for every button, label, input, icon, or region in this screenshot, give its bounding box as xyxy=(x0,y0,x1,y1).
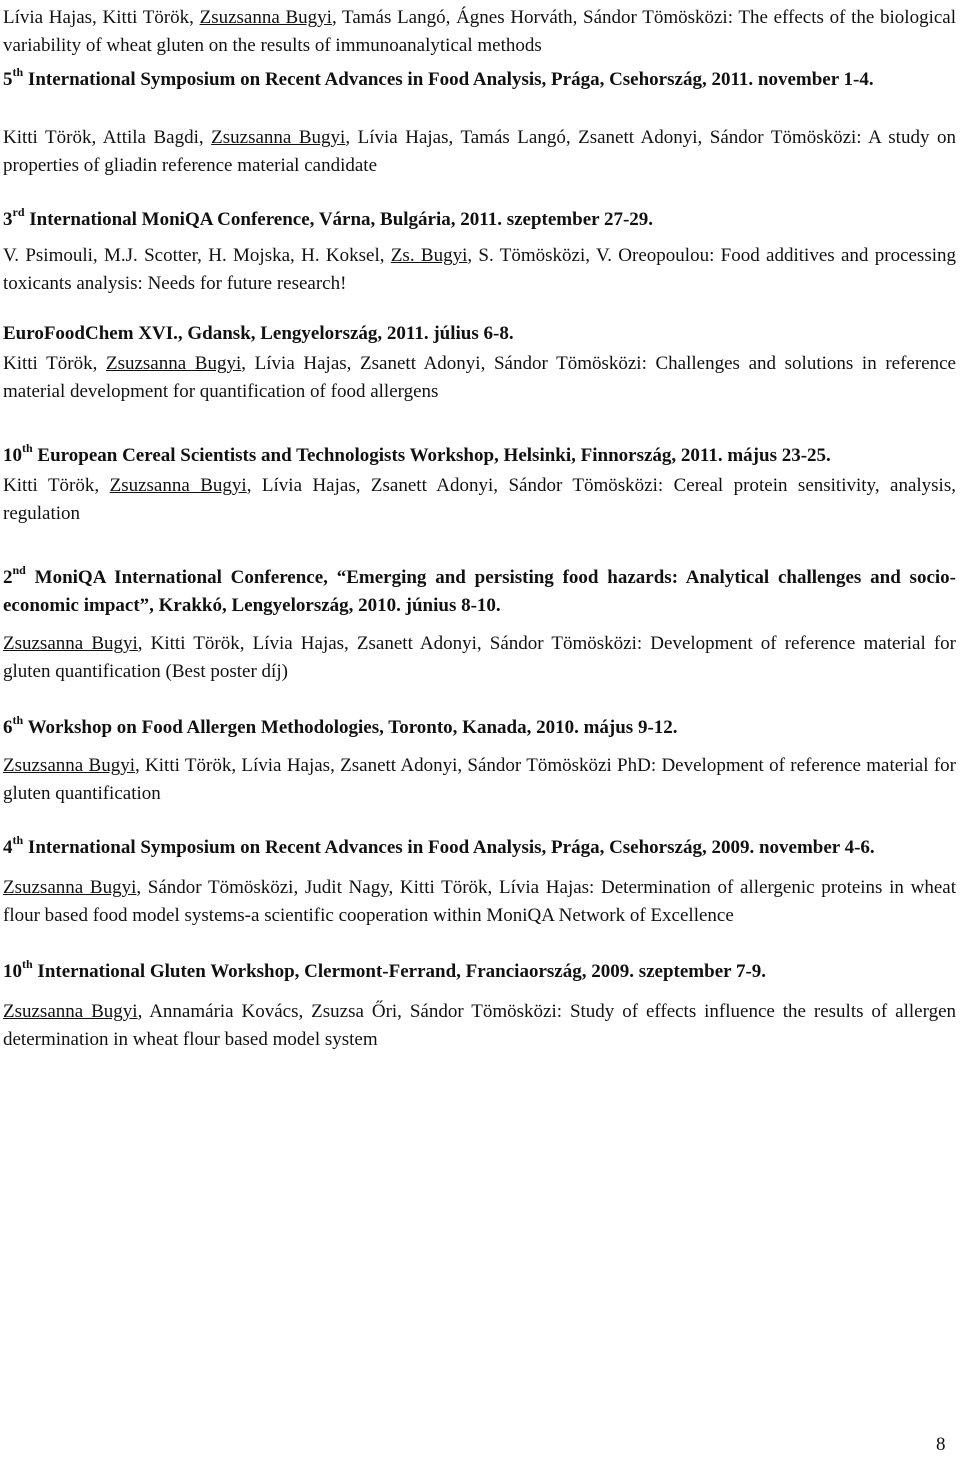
page-number: 8 xyxy=(936,1434,946,1455)
reference-4: Kitti Török, Zsuzsanna Bugyi, Lívia Hajas, Zsanett Adonyi, Sándor Tömösközi: Challenges and solutions in reference material development for quantification of food allergens xyxy=(3,353,956,402)
highlighted-author: Zsuzsanna Bugyi xyxy=(3,1001,138,1022)
reference-9: Zsuzsanna Bugyi, Annamária Kovács, Zsuzsa Őri, Sándor Tömösközi: Study of effects influence the results of allergen determination in wheat flour based model system xyxy=(3,1001,956,1050)
highlighted-author: Zs. Bugyi xyxy=(390,245,468,266)
venue-6: 6th Workshop on Food Allergen Methodologies, Toronto, Kanada, 2010. május 9-12. xyxy=(3,712,678,738)
highlighted-author: Zsuzsanna Bugyi xyxy=(3,755,135,776)
venue-7: 4th International Symposium on Recent Advances in Food Analysis, Prága, Csehország, 2009. november 4-6. xyxy=(3,832,875,858)
venue-8: 10th International Gluten Workshop, Clermont-Ferrand, Franciaország, 2009. szeptember 7-9. xyxy=(3,956,767,982)
reference-7: Zsuzsanna Bugyi, Kitti Török, Lívia Hajas, Zsanett Adonyi, Sándor Tömösközi PhD: Development of reference material for gluten quantification xyxy=(3,755,956,804)
highlighted-author: Zsuzsanna Bugyi xyxy=(199,7,332,28)
highlighted-author: Zsuzsanna Bugyi xyxy=(211,127,346,148)
highlighted-author: Zsuzsanna Bugyi xyxy=(109,475,247,496)
venue-1: 5th International Symposium on Recent Advances in Food Analysis, Prága, Csehország, 2011. november 1-4. xyxy=(3,64,874,90)
reference-6: Zsuzsanna Bugyi, Kitti Török, Lívia Hajas, Zsanett Adonyi, Sándor Tömösközi: Development of reference material for gluten quantification (Best poster díj) xyxy=(3,633,957,682)
venue-3: EuroFoodChem XVI., Gdansk, Lengyelország, 2011. július 6-8. xyxy=(3,323,514,344)
highlighted-author: Zsuzsanna Bugyi xyxy=(3,877,137,898)
reference-8: Zsuzsanna Bugyi, Sándor Tömösközi, Judit Nagy, Kitti Török, Lívia Hajas: Determination of allergenic proteins in wheat flour based food model systems-a scientific cooperation within MoniQA Network of Excellence xyxy=(3,877,956,926)
reference-2: Kitti Török, Attila Bagdi, Zsuzsanna Bugyi, Lívia Hajas, Tamás Langó, Zsanett Adonyi, Sándor Tömösközi: A study on properties of gliadin reference material candidate xyxy=(3,127,956,176)
venue-5: 2nd MoniQA International Conference, “Emerging and persisting food hazards: Analytical challenges and socio-economic impact”, Krakkó, Lengyelország, 2010. június 8-10. xyxy=(3,562,956,616)
venue-4: 10th European Cereal Scientists and Technologists Workshop, Helsinki, Finnország, 2011. május 23-25. xyxy=(3,440,831,466)
highlighted-author: Zsuzsanna Bugyi xyxy=(105,353,242,374)
reference-5: Kitti Török, Zsuzsanna Bugyi, Lívia Hajas, Zsanett Adonyi, Sándor Tömösközi: Cereal protein sensitivity, analysis, regulation xyxy=(3,475,956,524)
venue-2: 3rd International MoniQA Conference, Várna, Bulgária, 2011. szeptember 27-29. xyxy=(3,204,654,230)
reference-1: Lívia Hajas, Kitti Török, Zsuzsanna Bugyi, Tamás Langó, Ágnes Horváth, Sándor Tömösközi: The effects of the biological variability of wheat gluten on the results of immunoanalytical methods xyxy=(3,7,956,56)
reference-3: V. Psimouli, M.J. Scotter, H. Mojska, H. Koksel, Zs. Bugyi, S. Tömösközi, V. Oreopoulou: Food additives and processing toxicants analysis: Needs for future research! xyxy=(3,245,957,294)
highlighted-author: Zsuzsanna Bugyi xyxy=(3,633,138,654)
